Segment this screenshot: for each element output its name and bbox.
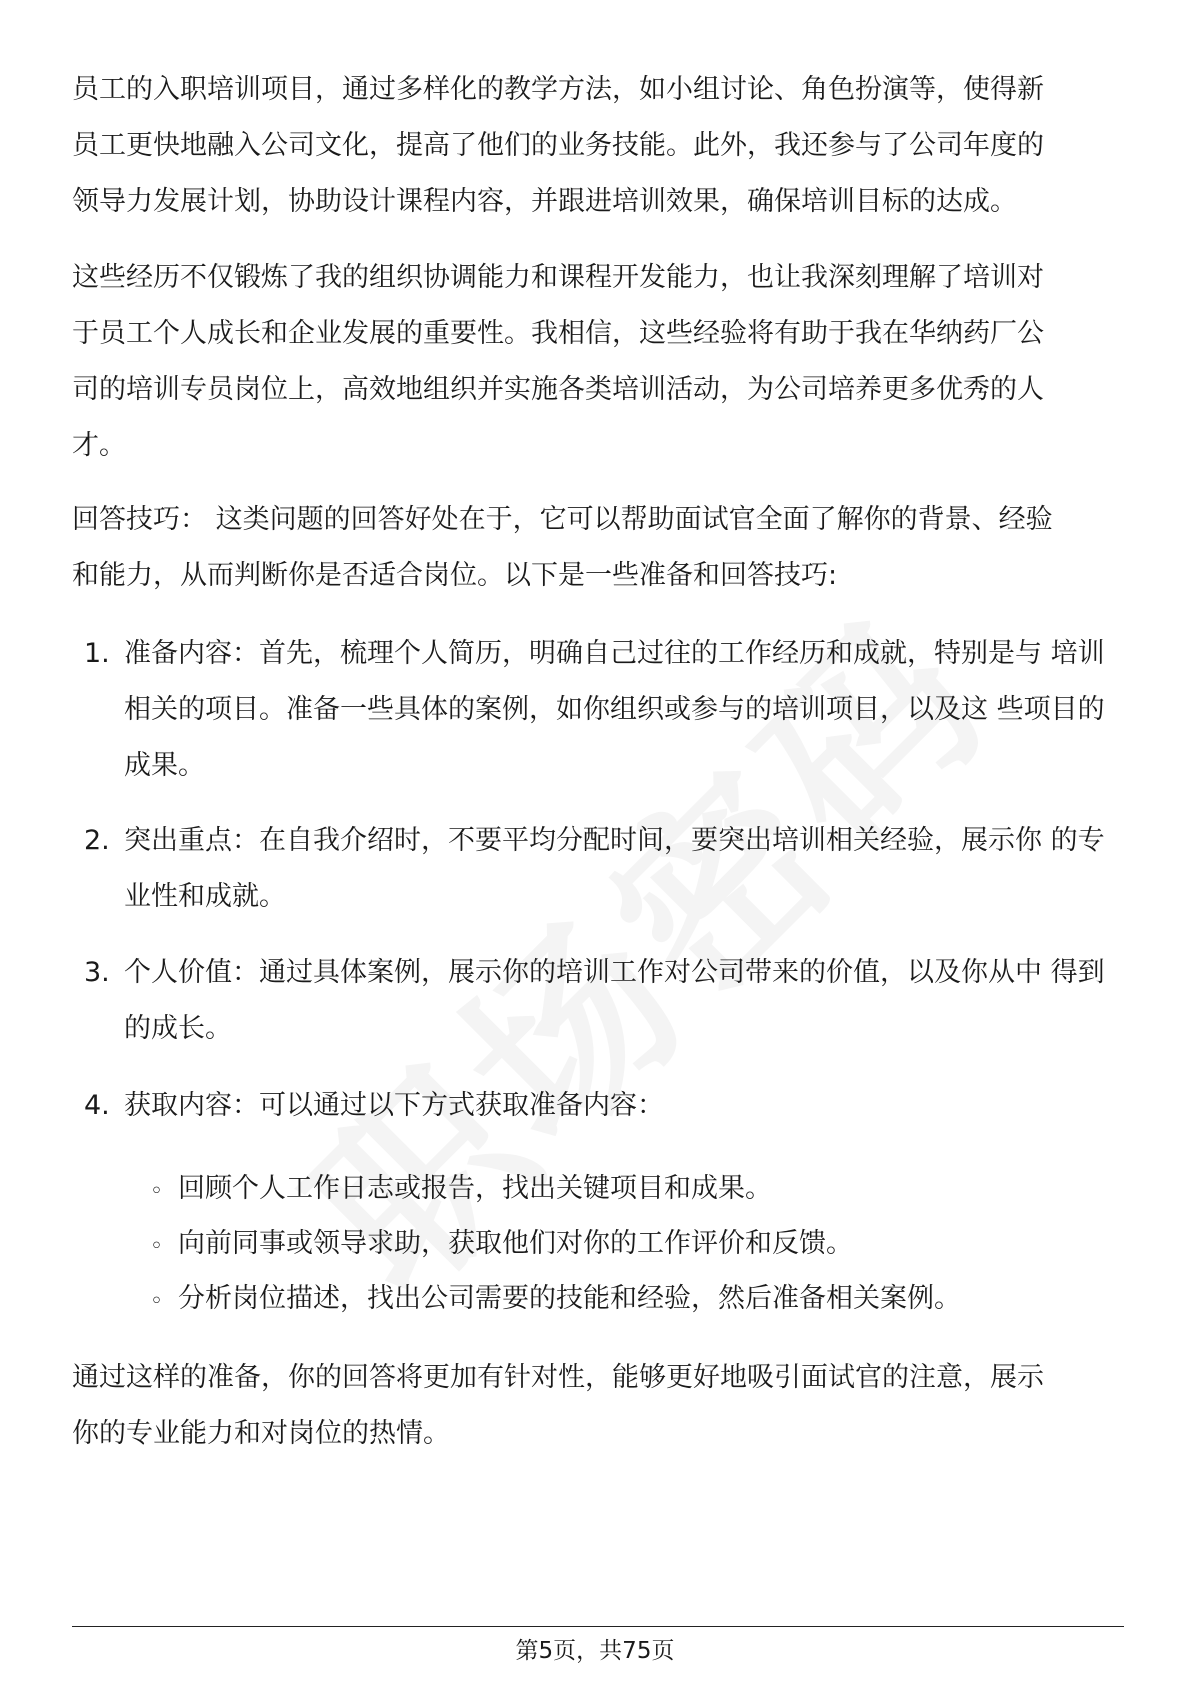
list-item: 准备内容：首先，梳理个人简历，明确自己过往的工作经历和成就，特别是与 培训相关的项目。准备一些具体的案例，如你组织或参与的培训项目，以及这 些项目的成果。 <box>124 638 1105 781</box>
sub-list-item: 回顾个人工作日志或报告，找出关键项目和成果。 <box>178 1173 772 1204</box>
list-item: 获取内容：可以通过以下方式获取准备内容： <box>124 1090 664 1121</box>
list-number: 3. <box>84 957 110 988</box>
sub-list-item: 向前同事或领导求助，获取他们对你的工作评价和反馈。 <box>178 1228 853 1259</box>
page-number: 第5页，共75页 <box>515 1638 675 1664</box>
bullet-icon: ◦ <box>150 1234 163 1259</box>
sub-list-item: 分析岗位描述，找出公司需要的技能和经验，然后准备相关案例。 <box>178 1283 961 1314</box>
paragraph-training-projects: 员工的入职培训项目，通过多样化的教学方法，如小组讨论、角色扮演等，使得新 员工更快地融入公司文化，提高了他们的业务技能。此外，我还参与了公司年度的 领导力发展计划，协助设计课程内容，并跟进培训效果，确保培训目标的达成。 <box>72 74 1044 217</box>
bullet-icon: ◦ <box>150 1179 163 1204</box>
footer-divider <box>72 1626 1124 1627</box>
list-number: 4. <box>84 1090 110 1121</box>
list-item: 突出重点：在自我介绍时，不要平均分配时间，要突出培训相关经验，展示你 的专业性和成就。 <box>124 825 1105 912</box>
bullet-icon: ◦ <box>150 1289 163 1314</box>
list-item: 个人价值：通过具体案例，展示你的培训工作对公司带来的价值，以及你从中 得到的成长。 <box>124 957 1105 1044</box>
paragraph-experience-summary: 这些经历不仅锻炼了我的组织协调能力和课程开发能力，也让我深刻理解了培训对 于员工个人成长和企业发展的重要性。我相信，这些经验将有助于我在华纳药厂公 司的培训专员岗位上，高效地组织并实施各类培训活动，为公司培养更多优秀的人 才。 <box>72 262 1044 461</box>
list-number: 2. <box>84 825 110 856</box>
paragraph-answer-tips: 回答技巧： 这类问题的回答好处在于，它可以帮助面试官全面了解你的背景、经验 和能力，从而判断你是否适合岗位。以下是一些准备和回答技巧: <box>72 504 1053 591</box>
paragraph-closing: 通过这样的准备，你的回答将更加有针对性，能够更好地吸引面试官的注意，展示 你的专业能力和对岗位的热情。 <box>72 1362 1044 1449</box>
list-number: 1. <box>84 638 110 669</box>
